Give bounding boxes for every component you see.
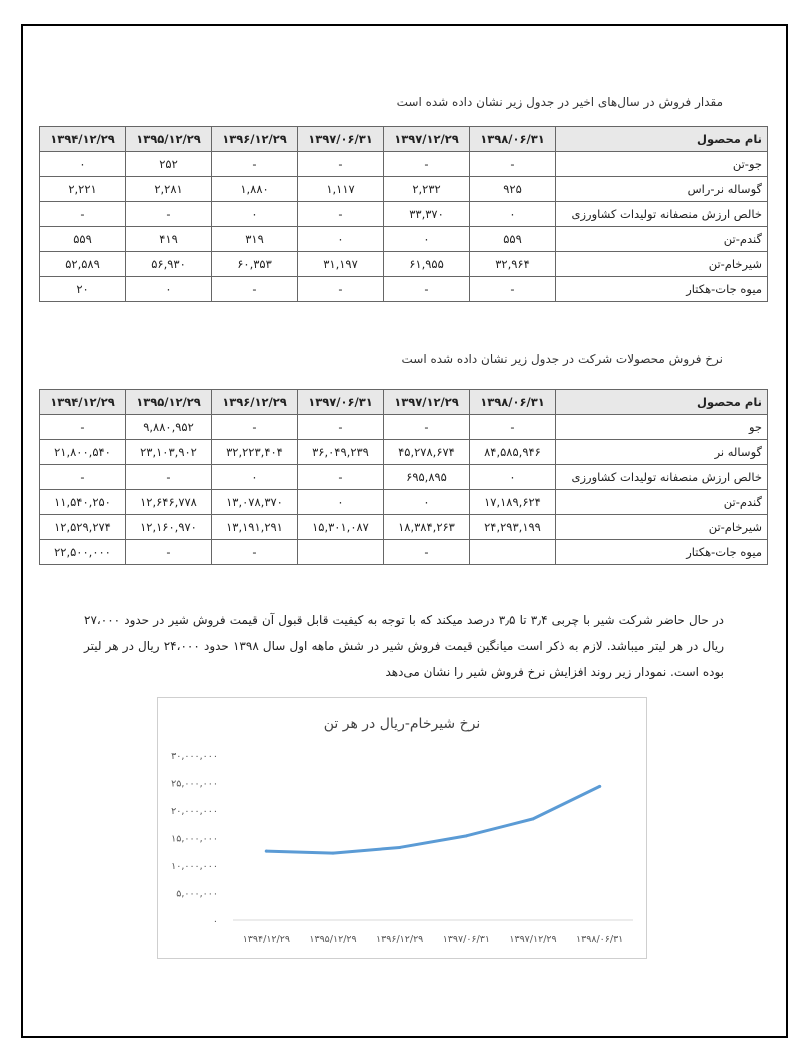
value-cell: ۴۵,۲۷۸,۶۷۴ xyxy=(384,440,470,465)
column-header-date: ۱۳۹۵/۱۲/۲۹ xyxy=(126,127,212,152)
value-cell: - xyxy=(384,540,470,565)
y-tick-label: ۲۰,۰۰۰,۰۰۰ xyxy=(171,806,218,817)
value-cell: ۶۹۵,۸۹۵ xyxy=(384,465,470,490)
product-name-cell: شیرخام-تن xyxy=(556,252,768,277)
value-cell: ۰ xyxy=(470,202,556,227)
product-name-cell: جو xyxy=(556,415,768,440)
table-row xyxy=(40,227,768,252)
value-cell: ۸۴,۵۸۵,۹۴۶ xyxy=(470,440,556,465)
column-header-date: ۱۳۹۷/۰۶/۳۱ xyxy=(298,390,384,415)
value-cell: - xyxy=(470,277,556,302)
y-tick-label: ۳۰,۰۰۰,۰۰۰ xyxy=(171,751,218,762)
value-cell: ۵۵۹ xyxy=(470,227,556,252)
value-cell: ۶۰,۳۵۳ xyxy=(212,252,298,277)
table-row xyxy=(40,252,768,277)
value-cell: - xyxy=(212,277,298,302)
product-name-cell: خالص ارزش منصفانه تولیدات کشاورزی xyxy=(556,202,768,227)
table-row xyxy=(40,277,768,302)
value-cell: - xyxy=(298,202,384,227)
value-cell: - xyxy=(384,277,470,302)
x-tick-label: ۱۳۹۷/۱۲/۲۹ xyxy=(509,934,557,945)
value-cell: - xyxy=(126,540,212,565)
value-cell: ۳۲,۹۶۴ xyxy=(470,252,556,277)
x-tick-label: ۱۳۹۷/۰۶/۳۱ xyxy=(442,934,490,945)
y-tick-label: ۱۰,۰۰۰,۰۰۰ xyxy=(171,861,218,872)
table-row xyxy=(40,202,768,227)
data-point xyxy=(465,834,468,837)
column-header-date: ۱۳۹۴/۱۲/۲۹ xyxy=(40,127,126,152)
value-cell: - xyxy=(212,540,298,565)
value-cell: ۱۲,۶۴۶,۷۷۸ xyxy=(126,490,212,515)
value-cell: ۰ xyxy=(298,490,384,515)
product-name-cell: گندم-تن xyxy=(556,227,768,252)
value-cell: - xyxy=(384,152,470,177)
y-tick-label: ۵,۰۰۰,۰۰۰ xyxy=(176,888,218,900)
value-cell: - xyxy=(298,277,384,302)
table-row xyxy=(40,177,768,202)
x-tick-label: ۱۳۹۵/۱۲/۲۹ xyxy=(309,934,357,945)
header-row xyxy=(40,127,768,152)
value-cell: ۰ xyxy=(212,465,298,490)
column-header-date: ۱۳۹۸/۰۶/۳۱ xyxy=(470,127,556,152)
value-cell: - xyxy=(126,465,212,490)
value-cell: ۰ xyxy=(470,465,556,490)
product-name-cell: جو-تن xyxy=(556,152,768,177)
value-cell: ۹,۸۸۰,۹۵۲ xyxy=(126,415,212,440)
value-cell: ۲۴,۲۹۳,۱۹۹ xyxy=(470,515,556,540)
value-cell: - xyxy=(470,152,556,177)
value-cell: ۱,۱۱۷ xyxy=(298,177,384,202)
value-cell: ۲,۲۲۱ xyxy=(40,177,126,202)
value-cell: ۵۶,۹۳۰ xyxy=(126,252,212,277)
value-cell xyxy=(298,540,384,565)
value-cell: - xyxy=(212,415,298,440)
value-cell: - xyxy=(298,465,384,490)
column-header-date: ۱۳۹۴/۱۲/۲۹ xyxy=(40,390,126,415)
value-cell: ۶۱,۹۵۵ xyxy=(384,252,470,277)
value-cell: - xyxy=(40,415,126,440)
data-point xyxy=(532,817,535,820)
value-cell: ۰ xyxy=(384,227,470,252)
value-cell: ۲۲,۵۰۰,۰۰۰ xyxy=(40,540,126,565)
value-cell: ۰ xyxy=(384,490,470,515)
value-cell: ۰ xyxy=(40,152,126,177)
chart-plot xyxy=(158,698,648,960)
value-cell: - xyxy=(40,202,126,227)
sales-volume-table xyxy=(39,126,768,302)
value-cell: ۵۵۹ xyxy=(40,227,126,252)
chart-title: نرخ شیرخام-ریال در هر تن xyxy=(323,716,481,732)
product-name-cell: گندم-تن xyxy=(556,490,768,515)
value-cell: ۲۳,۱۰۳,۹۰۲ xyxy=(126,440,212,465)
value-cell: ۱۸,۳۸۴,۲۶۳ xyxy=(384,515,470,540)
table-row xyxy=(40,515,768,540)
data-point xyxy=(332,852,335,855)
value-cell: ۰ xyxy=(212,202,298,227)
value-cell: ۰ xyxy=(126,277,212,302)
table-row xyxy=(40,540,768,565)
milk-rate-chart xyxy=(157,697,647,959)
data-point xyxy=(398,846,401,849)
value-cell: ۳۳,۳۷۰ xyxy=(384,202,470,227)
value-cell: - xyxy=(126,202,212,227)
value-cell: ۹۲۵ xyxy=(470,177,556,202)
value-cell: ۳۲,۲۲۳,۴۰۴ xyxy=(212,440,298,465)
y-tick-label: ۰ xyxy=(212,916,218,927)
value-cell: ۲۱,۸۰۰,۵۴۰ xyxy=(40,440,126,465)
column-header-date: ۱۳۹۷/۰۶/۳۱ xyxy=(298,127,384,152)
value-cell: - xyxy=(384,415,470,440)
table-row xyxy=(40,440,768,465)
column-header-date: ۱۳۹۶/۱۲/۲۹ xyxy=(212,390,298,415)
y-tick-label: ۲۵,۰۰۰,۰۰۰ xyxy=(171,778,218,790)
column-header-date: ۱۳۹۷/۱۲/۲۹ xyxy=(384,127,470,152)
value-cell: ۱۲,۱۶۰,۹۷۰ xyxy=(126,515,212,540)
data-point xyxy=(598,785,601,788)
table-row xyxy=(40,490,768,515)
y-tick-label: ۱۵,۰۰۰,۰۰۰ xyxy=(171,833,218,845)
value-cell: ۳۶,۰۴۹,۲۳۹ xyxy=(298,440,384,465)
value-cell: ۱۲,۵۲۹,۲۷۴ xyxy=(40,515,126,540)
value-cell: ۳۱۹ xyxy=(212,227,298,252)
product-name-cell: میوه جات-هکتار xyxy=(556,277,768,302)
value-cell: ۱۳,۰۷۸,۳۷۰ xyxy=(212,490,298,515)
value-cell: - xyxy=(470,415,556,440)
value-cell xyxy=(470,540,556,565)
column-header-date: ۱۳۹۵/۱۲/۲۹ xyxy=(126,390,212,415)
value-cell: ۰ xyxy=(298,227,384,252)
value-cell: ۲۵۲ xyxy=(126,152,212,177)
column-header-product: نام محصول xyxy=(556,127,768,152)
product-name-cell: شیرخام-تن xyxy=(556,515,768,540)
value-cell: ۵۲,۵۸۹ xyxy=(40,252,126,277)
product-name-cell: میوه جات-هکتار xyxy=(556,540,768,565)
value-cell: ۱۷,۱۸۹,۶۲۴ xyxy=(470,490,556,515)
column-header-date: ۱۳۹۸/۰۶/۳۱ xyxy=(470,390,556,415)
column-header-product: نام محصول xyxy=(556,390,768,415)
value-cell: ۲۰ xyxy=(40,277,126,302)
data-point xyxy=(265,850,268,853)
x-tick-label: ۱۳۹۴/۱۲/۲۹ xyxy=(242,934,290,945)
value-cell: ۱۳,۱۹۱,۲۹۱ xyxy=(212,515,298,540)
column-header-date: ۱۳۹۶/۱۲/۲۹ xyxy=(212,127,298,152)
value-cell: ۳۱,۱۹۷ xyxy=(298,252,384,277)
value-cell: ۲,۲۳۲ xyxy=(384,177,470,202)
milk-price-paragraph: در حال حاضر شرکت شیر با چربی ۳٫۴ تا ۳٫۵ درصد میکند که با توجه به کیفیت قابل قبول آن قیمت فروش شیر در حدود ۲۷،۰۰۰ ریال در هر لیتر میباشد. لازم به ذکر است میانگین قیمت فروش شیر در شش ماهه اول سال ۱۳۹۸ حدود ۲۴،۰۰۰ ریال در هر لیتر بوده است. نمودار زیر روند افزایش نرخ فروش شیر را نشان می‌دهد xyxy=(84,613,724,679)
table1-caption: مقدار فروش در سال‌های اخیر در جدول زیر نشان داده شده است xyxy=(396,95,723,109)
x-tick-label: ۱۳۹۶/۱۲/۲۹ xyxy=(376,934,424,945)
table-row xyxy=(40,415,768,440)
value-cell: - xyxy=(298,415,384,440)
value-cell: - xyxy=(40,465,126,490)
product-name-cell: گوساله نر-راس xyxy=(556,177,768,202)
x-tick-label: ۱۳۹۸/۰۶/۳۱ xyxy=(576,934,624,945)
product-name-cell: خالص ارزش منصفانه تولیدات کشاورزی xyxy=(556,465,768,490)
table2-caption: نرخ فروش محصولات شرکت در جدول زیر نشان داده شده است xyxy=(401,352,723,366)
value-cell: ۲,۲۸۱ xyxy=(126,177,212,202)
series-line xyxy=(266,786,599,853)
value-cell: ۱۱,۵۴۰,۲۵۰ xyxy=(40,490,126,515)
value-cell: ۱۵,۳۰۱,۰۸۷ xyxy=(298,515,384,540)
column-header-date: ۱۳۹۷/۱۲/۲۹ xyxy=(384,390,470,415)
header-row xyxy=(40,390,768,415)
value-cell: - xyxy=(298,152,384,177)
table-row xyxy=(40,465,768,490)
table-row xyxy=(40,152,768,177)
sales-rate-table xyxy=(39,389,768,565)
value-cell: - xyxy=(212,152,298,177)
value-cell: ۴۱۹ xyxy=(126,227,212,252)
product-name-cell: گوساله نر xyxy=(556,440,768,465)
value-cell: ۱,۸۸۰ xyxy=(212,177,298,202)
